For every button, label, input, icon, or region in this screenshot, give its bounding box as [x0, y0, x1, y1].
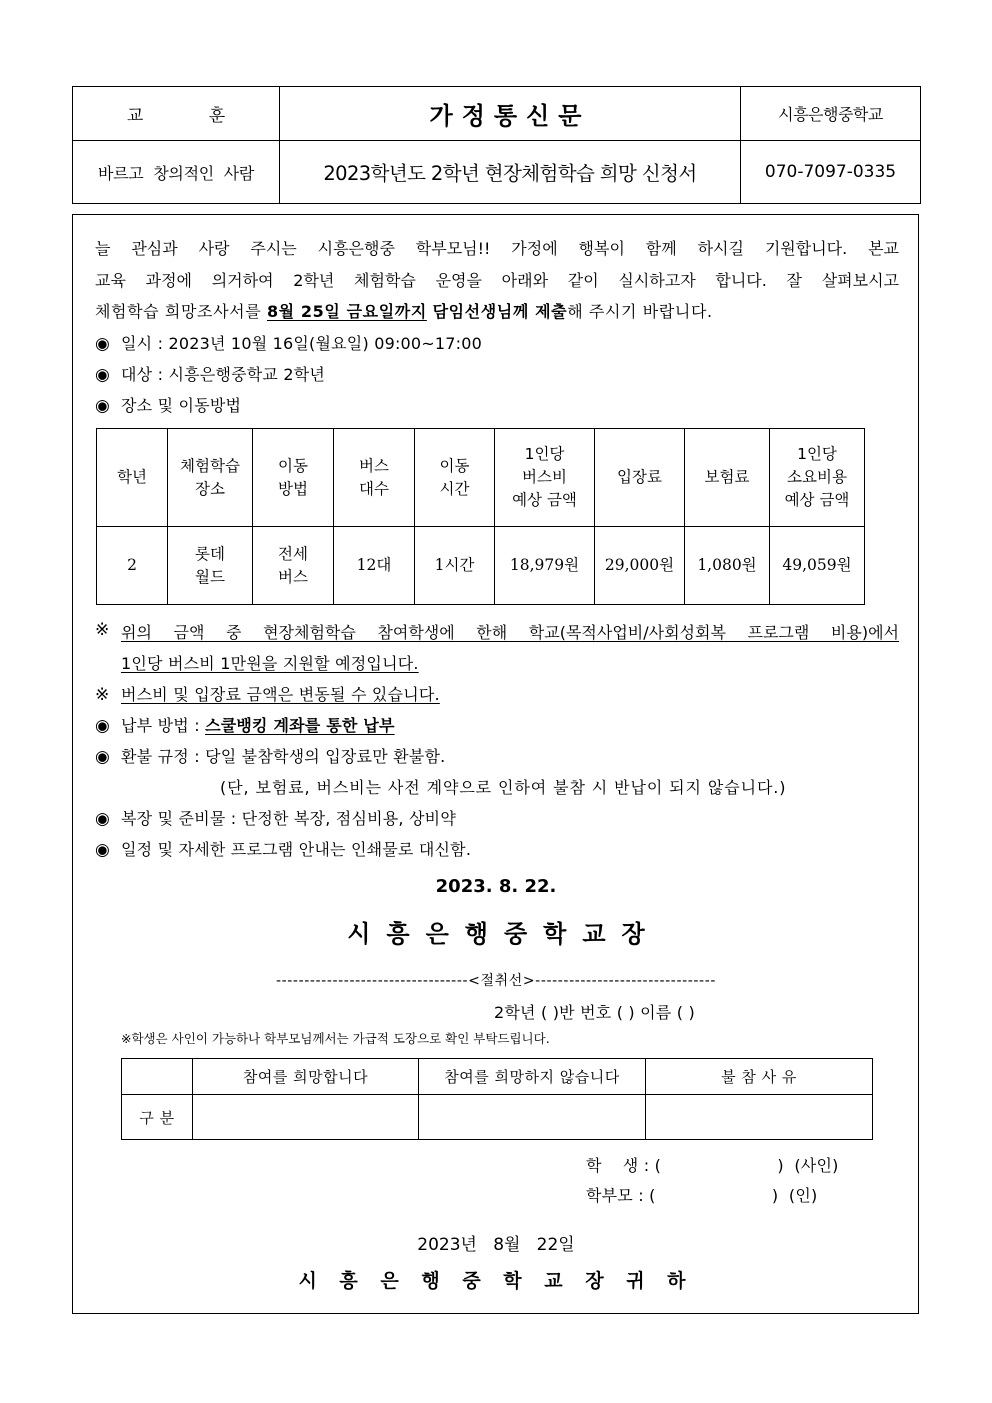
row-label: 구 분 [122, 1095, 193, 1140]
note-mark-1 [95, 620, 121, 640]
table-row [97, 527, 865, 605]
reply-date: 2023년 8월 22일 [417, 1235, 575, 1255]
target-text: 대상 : 시흥은행중학교 2학년 [121, 365, 326, 384]
place-text: 장소 및 이동방법 [121, 396, 242, 415]
bullet-icon: ◉ [95, 365, 111, 385]
payment-label: 납부 방법 : [121, 716, 206, 735]
participate-cell[interactable] [193, 1095, 419, 1140]
intro-line-3-post: 해 주시기 바랍니다. [567, 302, 713, 321]
refund-text: 환불 규정 : 당일 불참학생의 입장료만 환불함. [121, 747, 446, 766]
header-cell: 1인당 버스비 예상 금액 [495, 429, 595, 527]
admission-fee-cell: 29,000원 [595, 527, 685, 605]
header-table [72, 86, 921, 204]
table-row [122, 1095, 873, 1140]
schedule-item [95, 837, 471, 860]
place-item [95, 393, 241, 416]
header-cell [122, 1059, 193, 1095]
header-cell: 참여를 희망하지 않습니다 [419, 1059, 646, 1095]
school-phone: 070-7097-0335 [741, 141, 921, 204]
page-title: 가정통신문 [280, 87, 741, 141]
cut-line: ----------------------------------<절취선>-------------------------------- [275, 973, 717, 989]
not-participate-cell[interactable] [419, 1095, 646, 1140]
bus-fee-cell: 18,979원 [495, 527, 595, 605]
intro-line-3-pre: 체험학습 희망조사서를 [95, 302, 267, 321]
date-item [95, 331, 482, 354]
cost-table-header-row [97, 429, 865, 527]
header-cell: 버스 대수 [334, 429, 415, 527]
target-item [95, 362, 325, 385]
seal-note: ※학생은 사인이 가능하나 학부모님께서는 가급적 도장으로 확인 부탁드립니다. [121, 1031, 550, 1046]
note-1-line-1: 위의 금액 중 현장체험학습 참여학생에 한해 학교(목적사업비/사회성회복 프로그램 비용)에서 [121, 623, 899, 642]
header-cell: 불 참 사 유 [646, 1059, 873, 1095]
bullet-icon: ◉ [95, 809, 111, 829]
deadline-text: 8월 25일 금요일까지 [266, 302, 427, 321]
submit-to-text: 담임선생님께 제출 [432, 302, 568, 321]
motto-label: 교 훈 [73, 87, 280, 141]
bullet-icon: ◉ [95, 747, 111, 767]
bus-count-cell: 12대 [334, 527, 415, 605]
grade-cell: 2 [97, 527, 168, 605]
absence-reason-cell[interactable] [646, 1095, 873, 1140]
header-cell: 1인당 소요비용 예상 금액 [770, 429, 865, 527]
student-info-line: 2학년 ( )반 번호 ( ) 이름 ( ) [494, 1003, 695, 1022]
header-cell: 참여를 희망합니다 [193, 1059, 419, 1095]
header-cell: 이동 방법 [253, 429, 334, 527]
payment-item [95, 713, 395, 736]
refund-note: (단, 보험료, 버스비는 사전 계약으로 인하여 불참 시 반납이 되지 않습니다.) [220, 778, 787, 797]
bullet-icon: ◉ [95, 334, 111, 354]
schedule-text: 일정 및 자세한 프로그램 안내는 인쇄물로 대신함. [121, 840, 472, 859]
reply-table [121, 1058, 873, 1140]
header-cell: 입장료 [595, 429, 685, 527]
cost-table [96, 428, 865, 605]
parent-sign-line: 학부모 : ( ) (인) [586, 1186, 818, 1205]
clothing-item [95, 806, 456, 829]
payment-value: 스쿨뱅킹 계좌를 통한 납부 [205, 716, 395, 735]
place-cell: 롯데 월드 [168, 527, 253, 605]
note-1-line-2: 1인당 버스비 1만원을 지원할 예정입니다. [121, 654, 419, 673]
bullet-icon: ◉ [95, 716, 111, 736]
school-motto: 바르고 창의적인 사람 [73, 141, 280, 204]
header-cell: 학년 [97, 429, 168, 527]
reply-table-header-row [122, 1059, 873, 1095]
date-text: 일시 : 2023년 10월 16일(월요일) 09:00~17:00 [121, 334, 483, 353]
school-name: 시흥은행중학교 [741, 87, 921, 141]
document-subtitle: 2023학년도 2학년 현장체험학습 희망 신청서 [280, 141, 741, 204]
note-2-text: 버스비 및 입장료 금액은 변동될 수 있습니다. [121, 685, 440, 704]
intro-line-1: 늘 관심과 사랑 주시는 시흥은행중 학부모님!! 가정에 행복이 함께 하시길 기원합니다. 본교 [95, 239, 899, 258]
transport-cell: 전세 버스 [253, 527, 334, 605]
travel-time-cell: 1시간 [415, 527, 495, 605]
header-cell: 보험료 [685, 429, 770, 527]
addressee: 시 흥 은 행 중 학 교 장 귀 하 [298, 1270, 694, 1292]
clothing-text: 복장 및 준비물 : 단정한 복장, 점심비용, 상비약 [121, 809, 456, 828]
refund-item [95, 744, 445, 767]
intro-line-3 [95, 299, 713, 322]
bullet-icon: ◉ [95, 396, 111, 416]
student-sign-line: 학 생 : ( ) (사인) [586, 1156, 839, 1175]
note-2 [95, 682, 440, 705]
note-icon: ※ [95, 685, 110, 705]
header-cell: 체험학습 장소 [168, 429, 253, 527]
principal-name: 시흥은행중학교장 [347, 920, 661, 948]
header-cell: 이동 시간 [415, 429, 495, 527]
bullet-icon: ◉ [95, 840, 111, 860]
issue-date: 2023. 8. 22. [435, 876, 557, 897]
total-cost-cell: 49,059원 [770, 527, 865, 605]
insurance-fee-cell: 1,080원 [685, 527, 770, 605]
intro-line-2: 교육 과정에 의거하여 2학년 체험학습 운영을 아래와 같이 실시하고자 합니다. 잘 살펴보시고 [95, 271, 899, 290]
note-icon: ※ [95, 620, 110, 640]
